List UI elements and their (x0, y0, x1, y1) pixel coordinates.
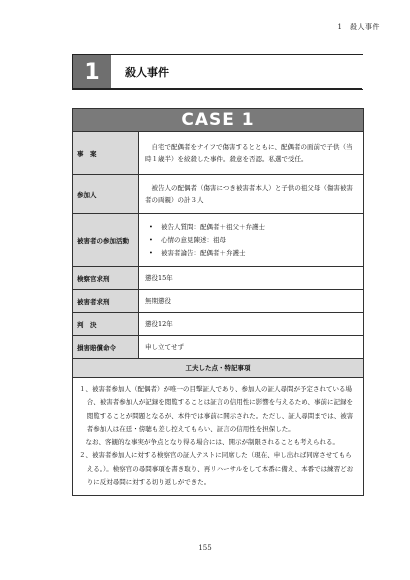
row-value: 自宅で配偶者をナイフで傷害するとともに、配偶者の面前で子供（当時１歳半）を絞殺した事件。殺意を否認。私選で受任。 (145, 143, 353, 163)
notes-heading: 工夫した点・特記事項 (73, 359, 363, 378)
page-number: 155 (198, 544, 212, 552)
row-label: 被害者の参加活動 (73, 214, 139, 266)
row-label: 事 案 (73, 132, 139, 174)
row-label: 検察官求刑 (73, 267, 139, 289)
row-judgment (73, 313, 363, 336)
running-header: 1 殺人事件 (337, 23, 380, 31)
chapter-heading (72, 54, 363, 90)
chapter-title: 殺人事件 (125, 66, 169, 79)
notes-body (73, 378, 363, 495)
row-prosecutor-sentence (73, 267, 363, 290)
row-value: 無期懲役 (145, 297, 171, 305)
row-label: 参加人 (73, 175, 139, 213)
row-victim-sentence (73, 290, 363, 313)
row-value: 申し立てせず (145, 343, 184, 351)
row-victim-activities (73, 214, 363, 267)
note-item-1: １、被害者参加人（配偶者）が唯一の目撃証人であり、参加人の証人尋問が予定されている場合、被害者参加人が記録を閲覧することは証言の信用性に影響を与えるため、事前に記録を閲覧することが問題となるが、本件では事前に開示された。ただし、証人尋問までは、被害者参加人は在廷・傍聴も差し控えてもらい、証言の信用性を担保した。 (79, 385, 354, 433)
chapter-number: 1 (73, 55, 111, 89)
row-participants (73, 175, 363, 214)
row-value: 懲役12年 (145, 320, 173, 328)
row-damages-order (73, 336, 363, 359)
list-item: • 被告人質問：配偶者＋祖父＋弁護士 (149, 221, 265, 234)
row-case-summary (73, 132, 363, 175)
row-value: 被告人の配偶者（傷害につき被害者本人）と子供の祖父母（傷害被害者の両親）の計３人 (145, 184, 353, 204)
list-item: • 心情の意見陳述：祖母 (149, 234, 265, 247)
row-value (139, 214, 363, 266)
row-label: 損害賠償命令 (73, 336, 139, 358)
row-value: 懲役15年 (145, 274, 173, 282)
note-item-2: ２、被害者参加人に対する検察官の証人テストに同席した（現在、申し出れば同席させてもらえる。）。検察官の尋問事項を書き取り、再リハーサルをして本番に備え、本番では練習どおりに反対尋問に対する切り返しができた。 (79, 451, 354, 487)
row-label: 被害者求刑 (73, 290, 139, 312)
chapter-rule (72, 88, 362, 89)
case-table (72, 108, 364, 496)
case-title: CASE 1 (73, 109, 363, 132)
note-item-1-continued: なお、客観的な事実が争点となり得る場合には、開示が制限されることも考えられる。 (85, 438, 339, 447)
row-label: 判 決 (73, 313, 139, 335)
list-item: • 被害者論告：配偶者＋弁護士 (149, 247, 265, 260)
